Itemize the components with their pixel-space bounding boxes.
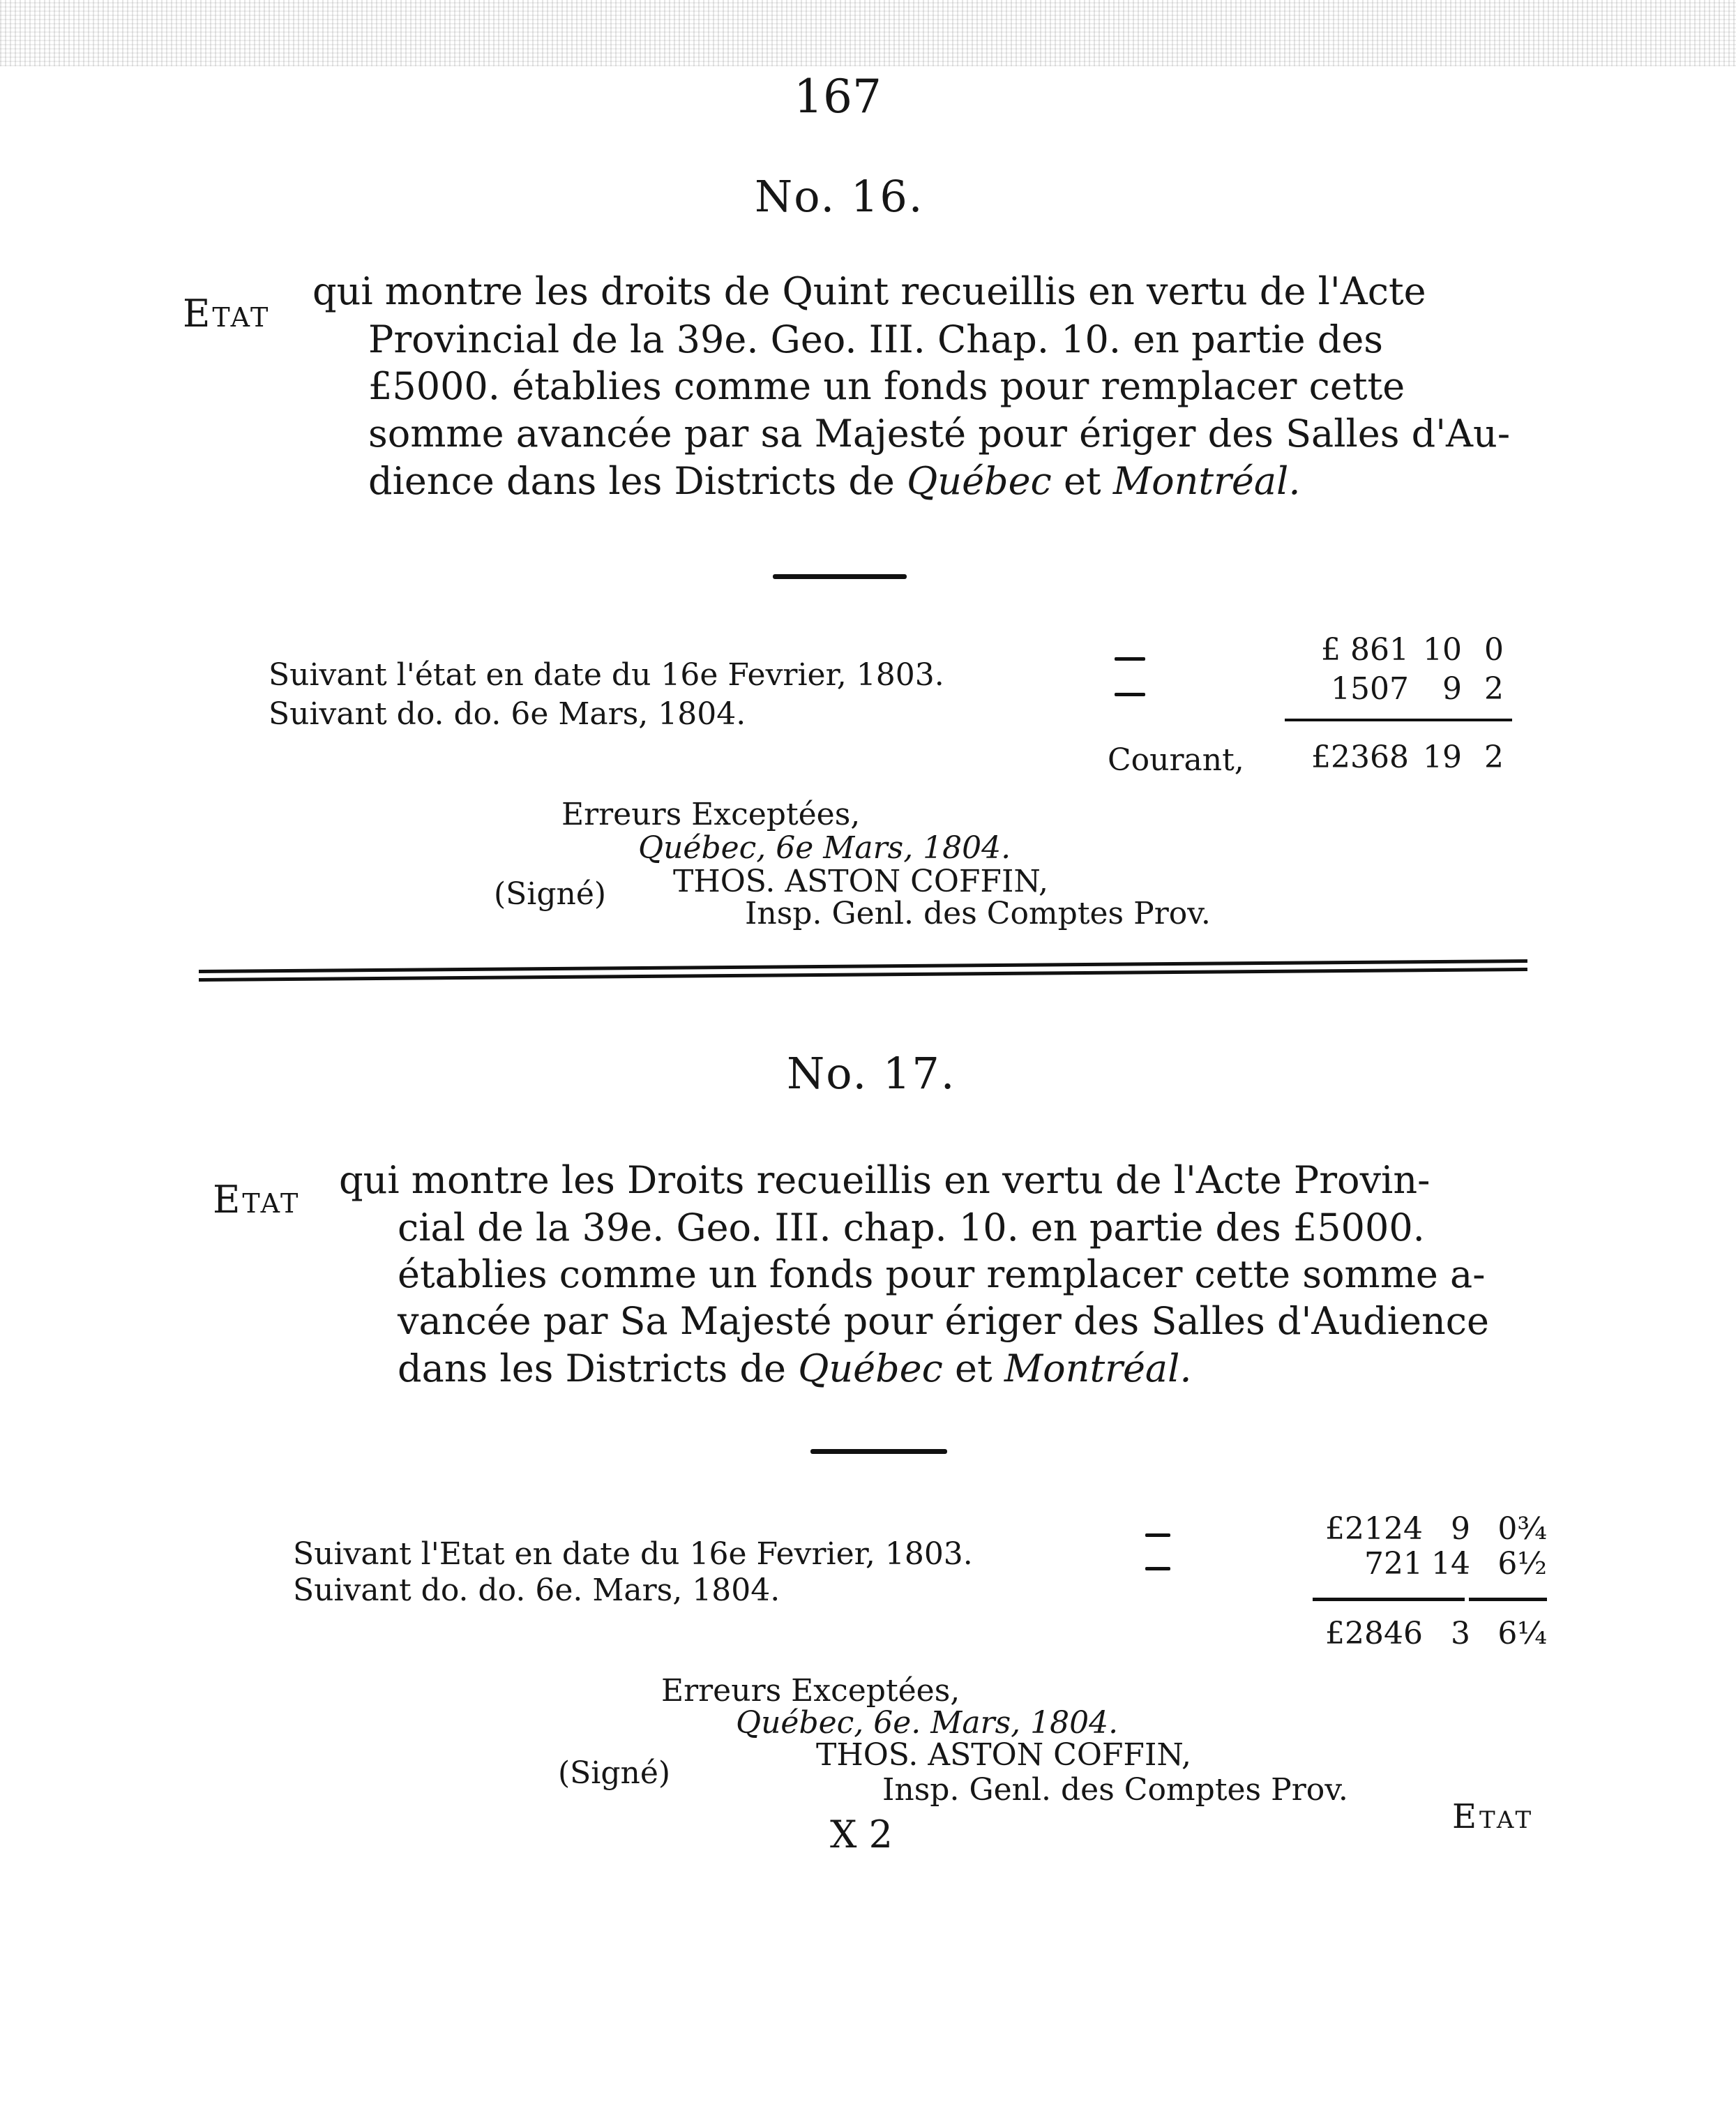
statement-17-entry-2-pence: 6½ — [1497, 1546, 1547, 1582]
statement-16-line-5 — [368, 459, 1301, 503]
statement-16-entry-1-label: Suivant l'état en date du 16e Fevrier, 1803. — [269, 657, 944, 693]
statement-17-place-montreal: Montréal. — [1004, 1346, 1192, 1390]
statement-17-line-5 — [398, 1346, 1192, 1390]
statement-16-entry-1-pounds: £ 861 — [1321, 632, 1409, 668]
statement-17-total-pounds: £2846 — [1325, 1616, 1423, 1651]
statement-16-entry-2-pounds: 1507 — [1331, 671, 1409, 707]
statement-17-short-rule — [810, 1449, 947, 1454]
statement-17-entry-2-dash — [1145, 1567, 1170, 1570]
statement-16-entry-1-pence: 0 — [1484, 632, 1504, 668]
statement-17-entry-1-dash — [1145, 1533, 1170, 1537]
statement-17-entry-2-label: Suivant do. do. 6e. Mars, 1804. — [293, 1573, 780, 1608]
statement-16-signed: (Signé) — [494, 876, 607, 912]
statement-17-entry-2-pounds: 721 — [1364, 1546, 1423, 1582]
statement-17-heading: No. 17. — [787, 1048, 956, 1099]
statement-16-place-quebec: Québec — [907, 459, 1052, 503]
statement-16-short-rule — [773, 574, 907, 579]
statement-16-errors: Erreurs Exceptées, — [561, 797, 861, 832]
statement-17-line-5-text: dans les Districts de — [398, 1346, 799, 1390]
statement-17-line-2: cial de la 39e. Geo. III. chap. 10. en partie des £5000. — [398, 1206, 1425, 1250]
statement-17-total-shillings: 3 — [1451, 1616, 1470, 1651]
statement-16-heading: No. 16. — [755, 171, 924, 222]
statement-17-line-4: vancée par Sa Majesté pour ériger des Salles d'Audience — [398, 1299, 1489, 1343]
statement-16-office: Insp. Genl. des Comptes Prov. — [745, 896, 1211, 931]
statement-16-total-label: Courant, — [1108, 742, 1244, 778]
statement-16-total-pence: 2 — [1484, 740, 1504, 775]
statement-16-line-4: somme avancée par sa Majesté pour ériger des Salles d'Au- — [368, 412, 1511, 456]
statement-16-entry-1-shillings: 10 — [1423, 632, 1462, 668]
statement-17-entry-1-shillings: 9 — [1451, 1511, 1470, 1547]
statement-16-entry-2-shillings: 9 — [1442, 671, 1462, 707]
statement-17-entry-2-shillings: 14 — [1431, 1546, 1470, 1582]
statement-17-entry-1-pounds: £2124 — [1325, 1511, 1423, 1547]
statement-17-date-place: Québec, 6e. Mars, 1804. — [736, 1705, 1119, 1741]
catchword: Etat — [1452, 1797, 1534, 1836]
statement-17-entry-1-pence: 0¾ — [1497, 1511, 1547, 1547]
statement-17-total-pence: 6¼ — [1497, 1616, 1547, 1651]
statement-17-errors: Erreurs Exceptées, — [661, 1673, 960, 1709]
statement-17-lead: Etat — [213, 1178, 301, 1222]
statement-16-date-place: Québec, 6e Mars, 1804. — [638, 830, 1011, 866]
statement-17-place-quebec: Québec — [798, 1346, 943, 1390]
statement-16-entry-2-pence: 2 — [1484, 671, 1504, 707]
statement-16-place-montreal: Montréal. — [1112, 459, 1301, 503]
statement-16-line-2: Provincial de la 39e. Geo. III. Chap. 10. en partie des — [368, 317, 1384, 361]
statement-16-total-shillings: 19 — [1423, 740, 1462, 775]
statement-17-signed: (Signé) — [558, 1755, 671, 1791]
statement-16-line-5-text: dience dans les Districts de — [368, 459, 907, 503]
statement-16-signer: THOS. ASTON COFFIN, — [673, 864, 1049, 899]
statement-16-sum-rule — [1285, 719, 1512, 721]
signature-mark: X 2 — [830, 1813, 893, 1856]
statement-17-line-1: qui montre les Droits recueillis en vertu de l'Acte Provin- — [339, 1158, 1431, 1202]
statement-17-signer: THOS. ASTON COFFIN, — [816, 1737, 1192, 1773]
statement-16-entry-2-dash — [1115, 693, 1145, 696]
scan-noise-band — [0, 0, 1736, 66]
statement-17-conj: et — [942, 1346, 1004, 1390]
statement-16-lead: Etat — [183, 292, 271, 336]
statement-17-entry-1-label: Suivant l'Etat en date du 16e Fevrier, 1803. — [293, 1536, 973, 1572]
page-number: 167 — [794, 70, 882, 123]
statement-17-sum-rule-right — [1469, 1598, 1547, 1601]
statement-16-line-3: £5000. établies comme un fonds pour remplacer cette — [368, 364, 1405, 408]
statement-16-entry-1-dash — [1115, 657, 1145, 661]
statement-16-conj: et — [1051, 459, 1113, 503]
statement-16-total-pounds: £2368 — [1311, 740, 1409, 775]
statement-17-sum-rule-left — [1313, 1598, 1465, 1601]
statement-16-line-1: qui montre les droits de Quint recueillis en vertu de l'Acte — [312, 269, 1426, 313]
statement-17-office: Insp. Genl. des Comptes Prov. — [882, 1772, 1348, 1808]
statement-16-entry-2-label: Suivant do. do. 6e Mars, 1804. — [269, 696, 746, 732]
statement-17-line-3: établies comme un fonds pour remplacer cette somme a- — [398, 1252, 1486, 1296]
